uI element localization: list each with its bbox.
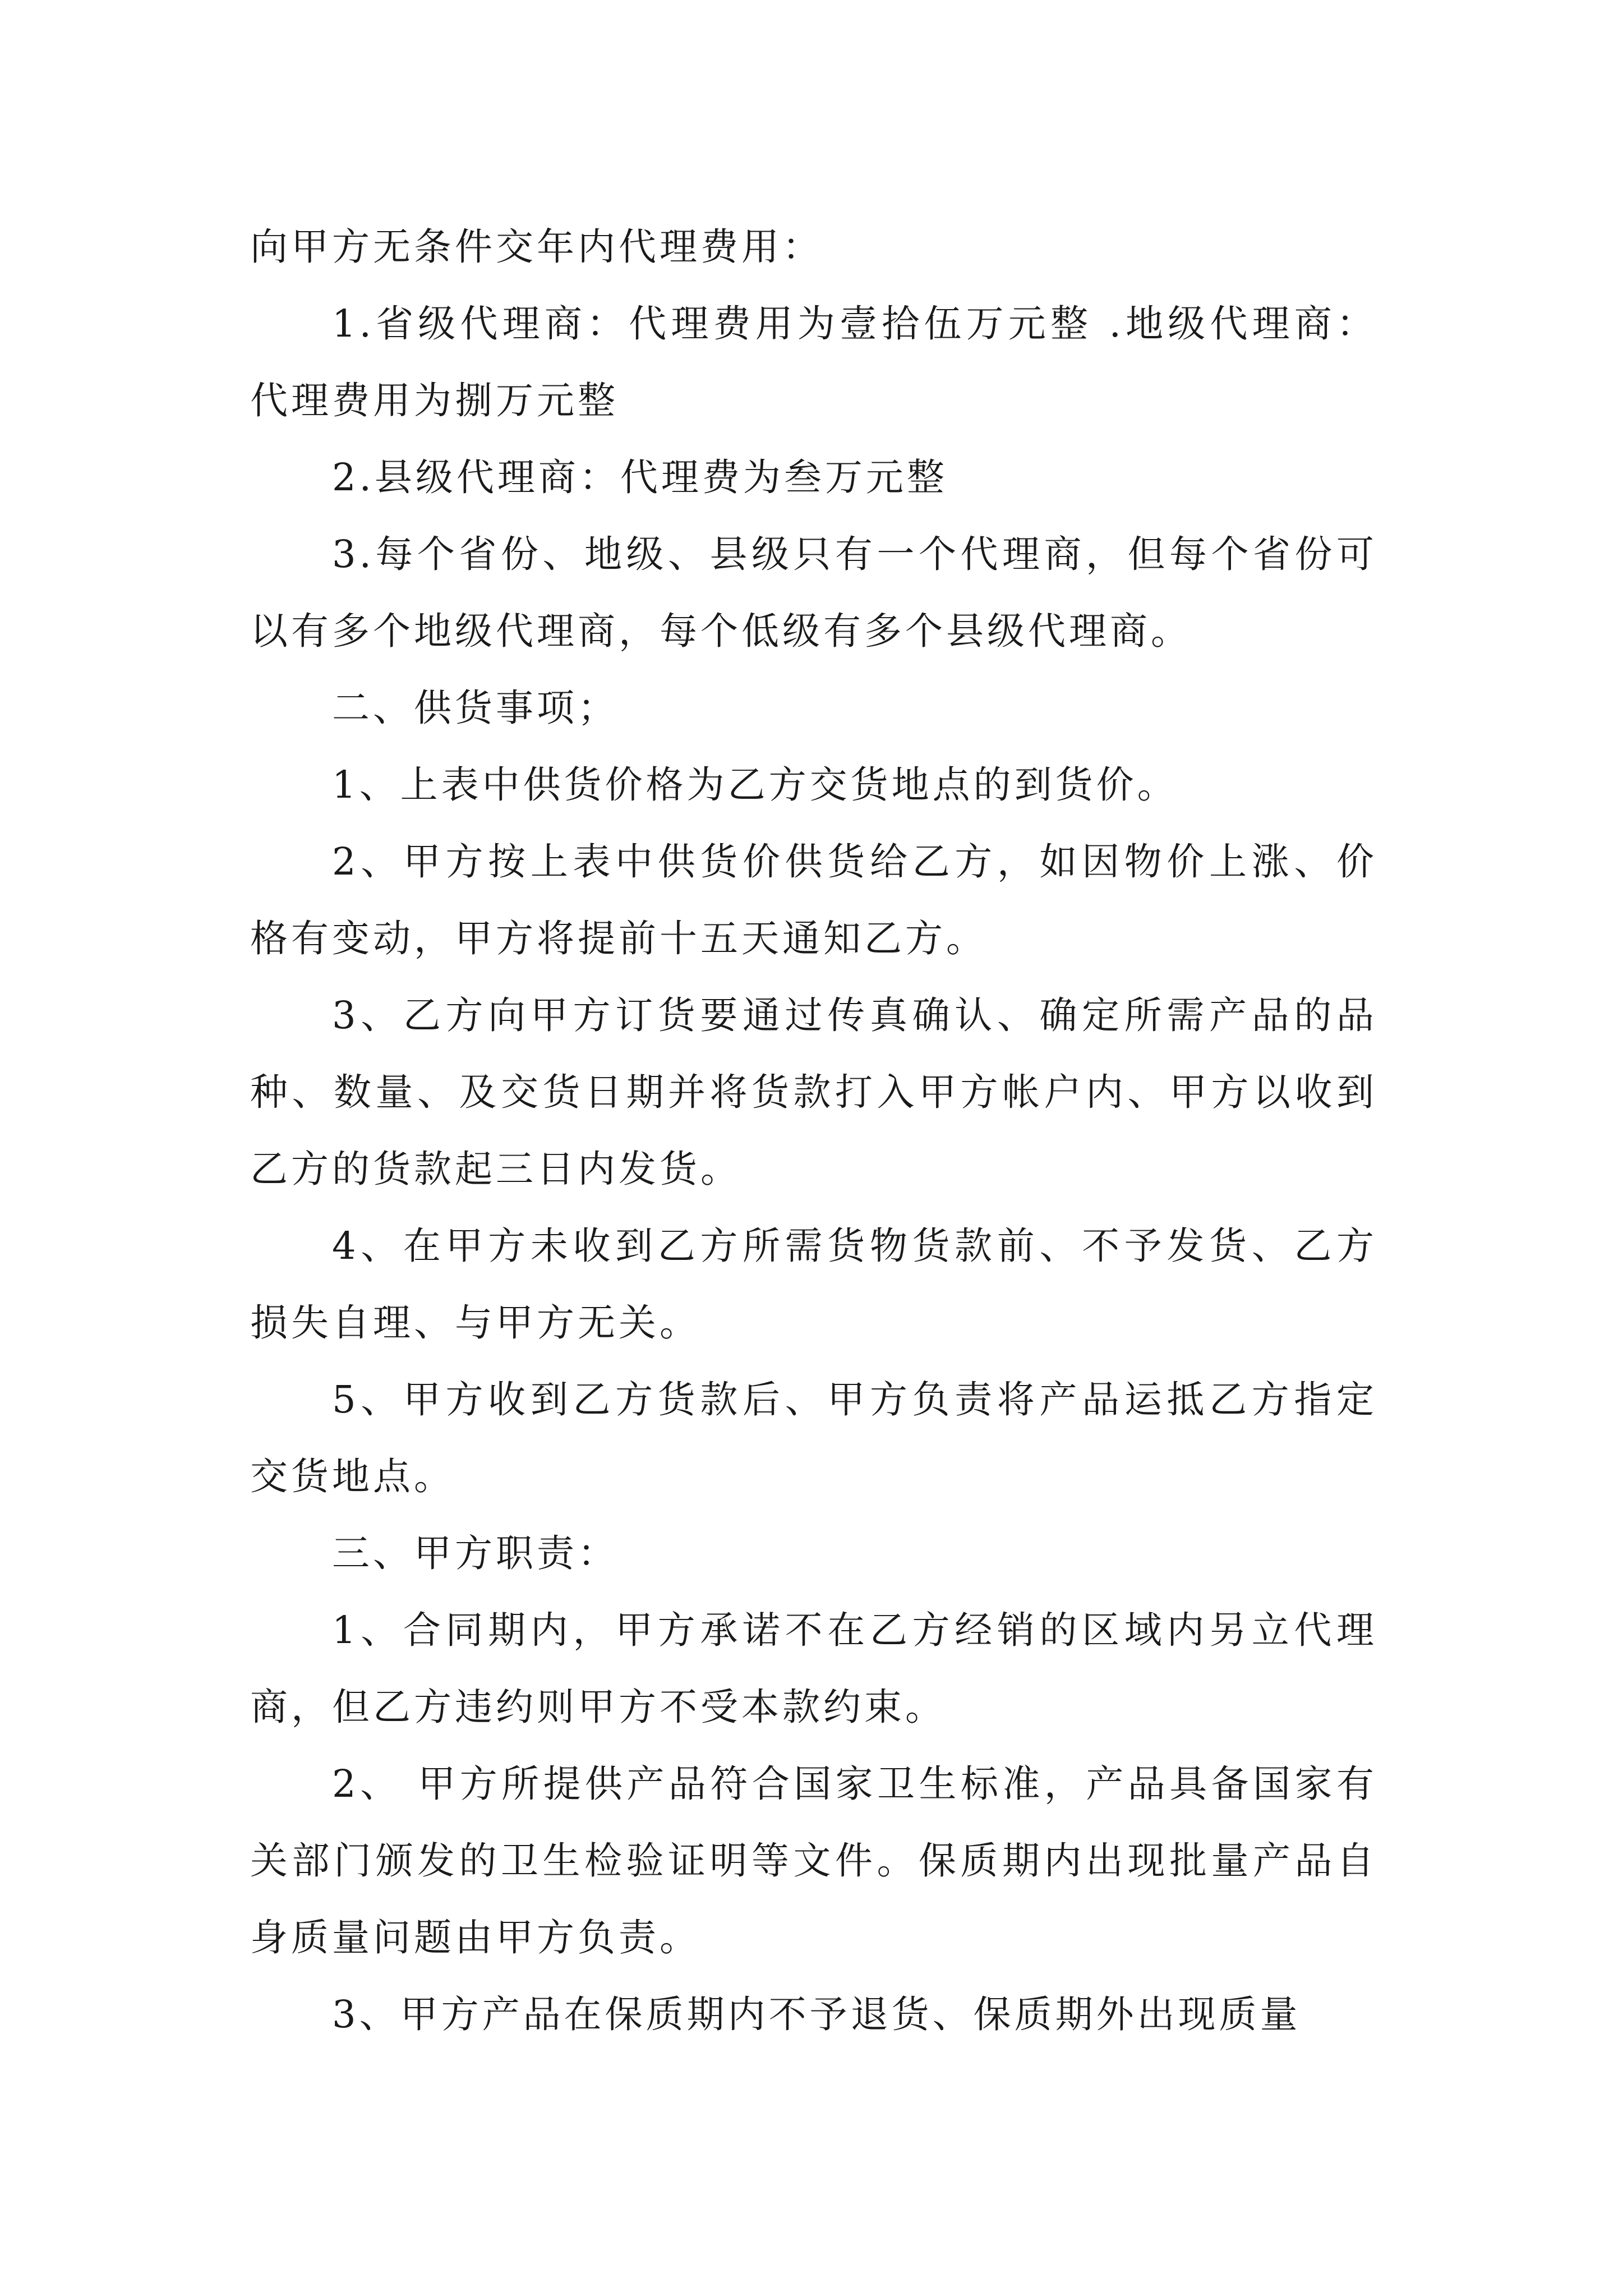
paragraph-payment-before-delivery: 4、在甲方未收到乙方所需货物货款前、不予发货、乙方损失自理、与甲方无关。 [250,1224,1377,1345]
section-heading-supply: 二、供货事项； [332,686,619,730]
paragraph-exclusive-territory: 1、合同期内，甲方承诺不在乙方经销的区域内另立代理商，但乙方违约则甲方不受本款约束。 [250,1608,1377,1729]
document-body [250,209,1377,2053]
paragraph-supply-price: 1、上表中供货价格为乙方交货地点的到货价。 [332,763,1178,807]
paragraph-quality-standards: 2、 甲方所提供产品符合国家卫生标准，产品具备国家有关部门颁发的卫生检验证明等文件。保质期内出现批量产品自身质量问题由甲方负责。 [250,1762,1377,1959]
paragraph-provincial-agent-fee: 1.省级代理商：代理费用为壹拾伍万元整 .地级代理商：代理费用为捌万元整 [250,302,1377,422]
paragraph-agent-limit: 3.每个省份、地级、县级只有一个代理商，但每个省份可以有多个地级代理商，每个低级有多个县级代理商。 [250,532,1377,653]
paragraph-price-change: 2、甲方按上表中供货价供货给乙方，如因物价上涨、价格有变动，甲方将提前十五天通知乙方。 [250,840,1377,960]
paragraph-no-returns: 3、甲方产品在保质期内不予退货、保质期外出现质量 [332,1993,1301,2036]
paragraph-delivery: 5、甲方收到乙方货款后、甲方负责将产品运抵乙方指定交货地点。 [250,1378,1377,1498]
paragraph-fee-intro: 向甲方无条件交年内代理费用： [250,225,823,269]
section-heading-party-a-duties: 三、甲方职责： [332,1531,619,1575]
paragraph-county-agent-fee: 2.县级代理商：代理费为叁万元整 [332,455,948,499]
paragraph-ordering: 3、乙方向甲方订货要通过传真确认、确定所需产品的品种、数量、及交货日期并将货款打入甲方帐户内、甲方以收到乙方的货款起三日内发货。 [250,993,1377,1191]
